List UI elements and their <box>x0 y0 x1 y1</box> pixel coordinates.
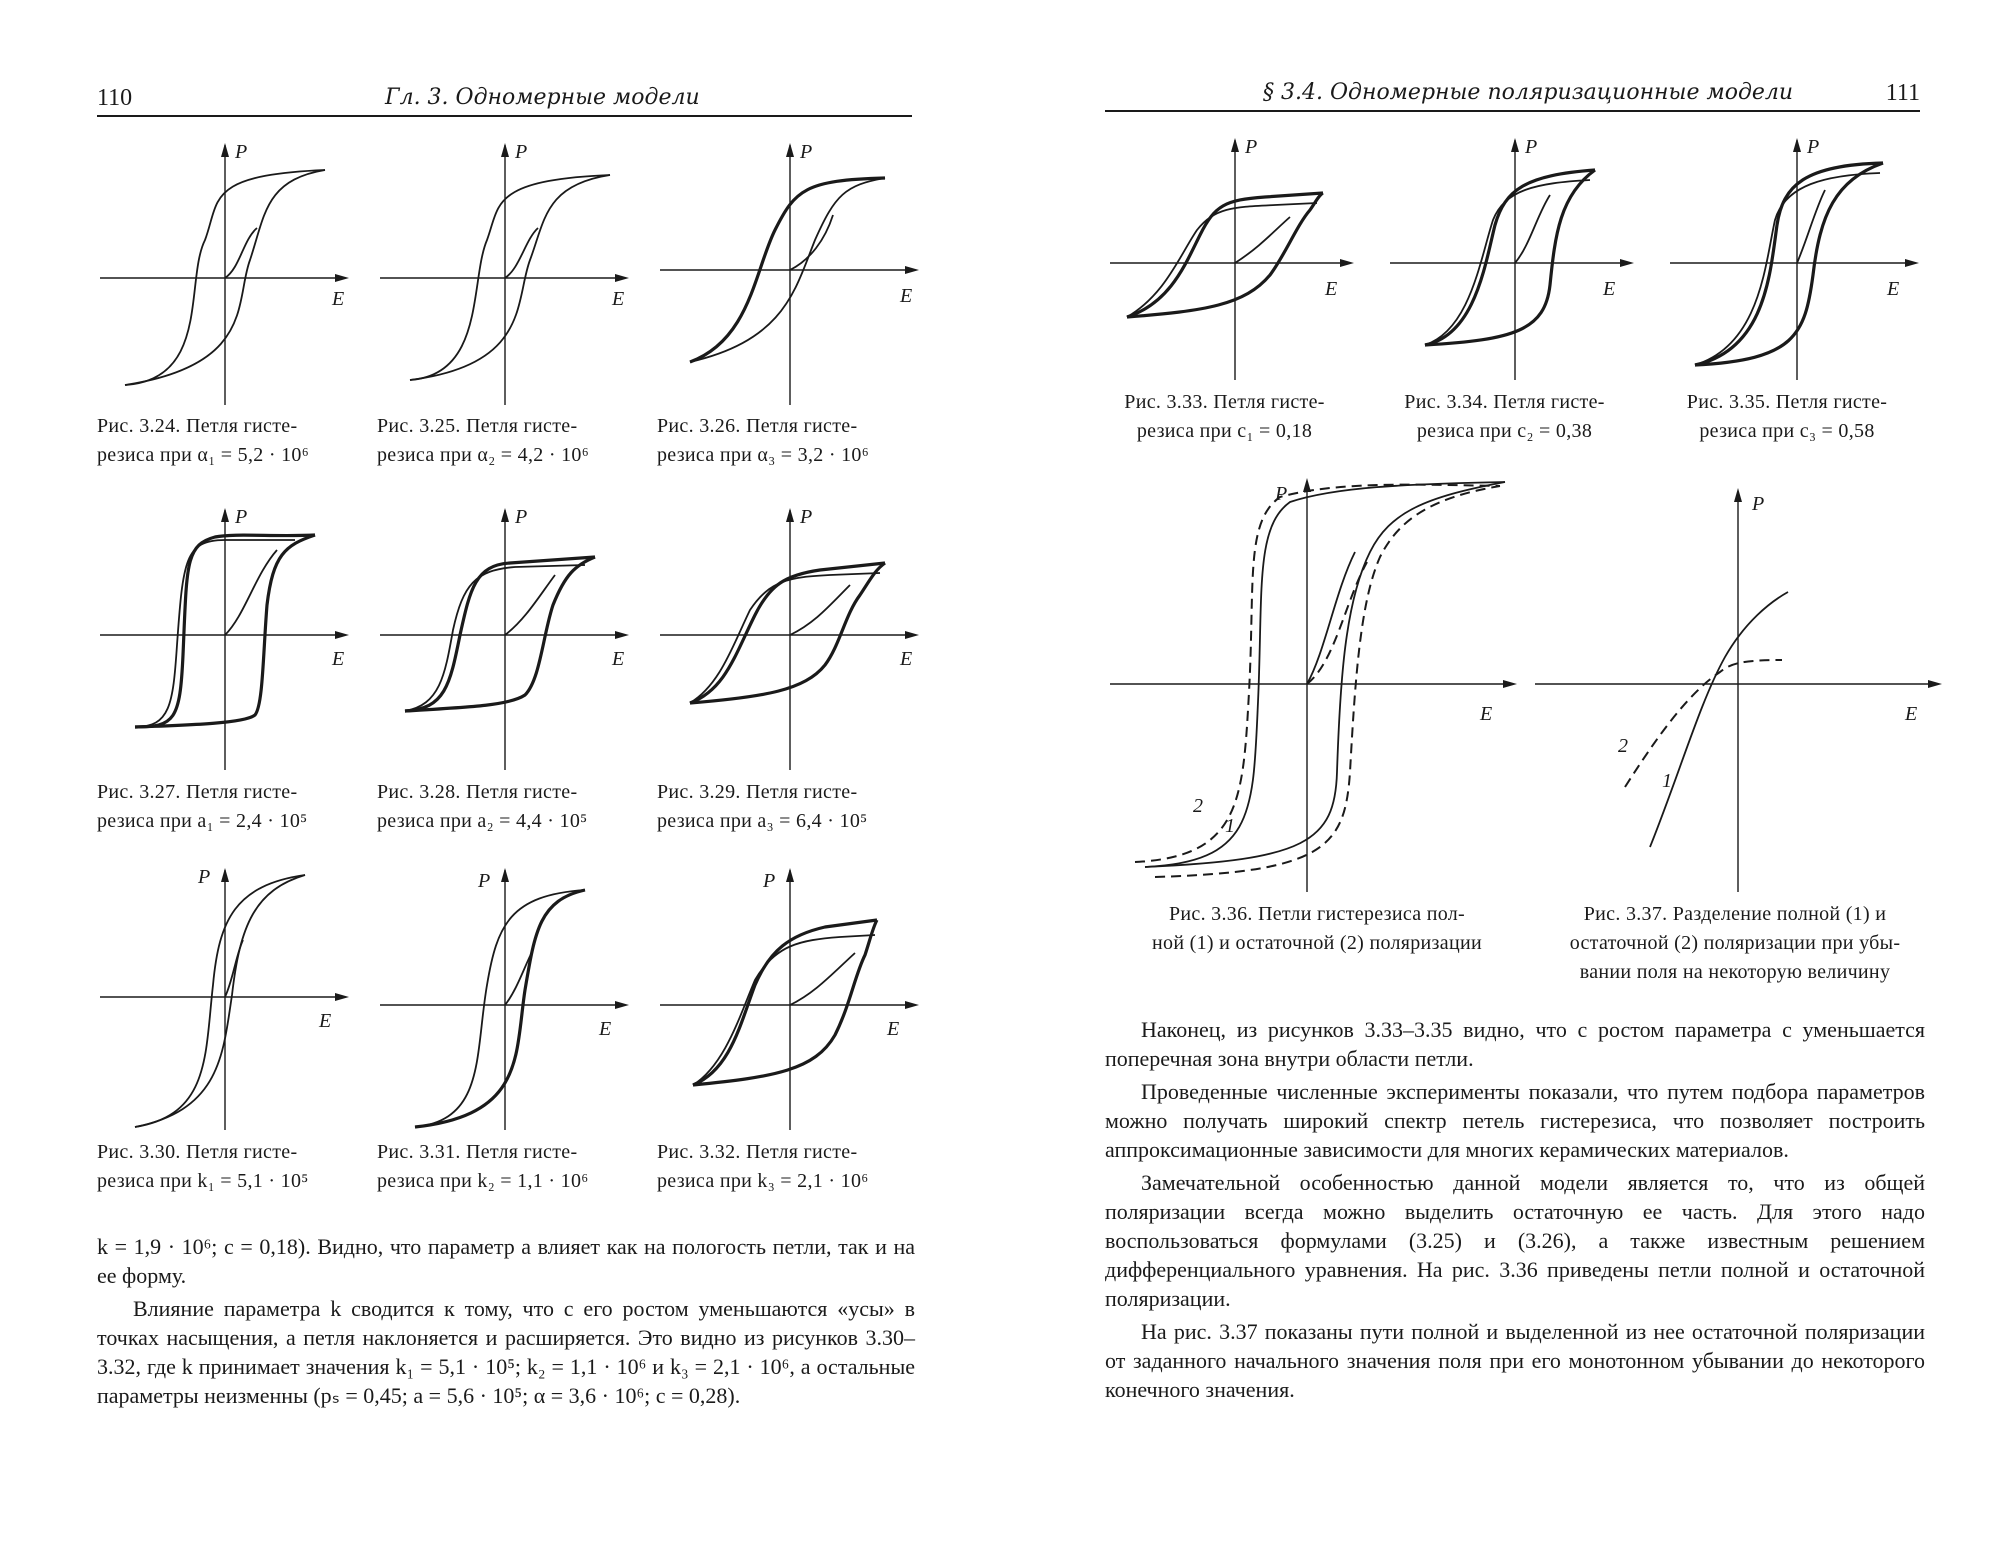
axis-label-p: P <box>1807 136 1820 158</box>
caption-line: Рис. 3.35. Петля гисте- <box>1686 391 1888 413</box>
header-rule <box>97 115 912 117</box>
caption-3-30 <box>97 1138 309 1196</box>
figure-3-33 <box>1105 135 1365 385</box>
curve-label-2: 2 <box>1193 795 1203 817</box>
caption-line: Рис. 3.33. Петля гисте- <box>1124 391 1325 413</box>
axis-label-p: P <box>763 870 776 892</box>
initial-curve <box>505 950 533 1005</box>
initial-curve <box>790 953 855 1005</box>
figure-3-37 <box>1530 472 1950 897</box>
caption-3-26 <box>657 412 869 470</box>
caption-line: Рис. 3.30. Петля гисте- <box>97 1141 298 1163</box>
figure-3-35 <box>1665 135 1930 385</box>
figure-3-36 <box>1105 472 1525 897</box>
initial-curve <box>790 585 850 635</box>
caption-3-34 <box>1387 388 1622 446</box>
axis-label-e: E <box>612 648 625 670</box>
axis-label-e: E <box>1325 278 1338 300</box>
caption-line: вании поля на некоторую величину <box>1579 961 1891 983</box>
curve-label-1: 1 <box>1225 815 1235 837</box>
hysteresis-loop <box>405 557 595 711</box>
figure-3-34 <box>1385 135 1645 385</box>
caption-line: Рис. 3.34. Петля гисте- <box>1404 391 1605 413</box>
caption-line: резиса при α₃ = 3,2 · 10⁶ <box>657 444 869 466</box>
curve-label-1: 1 <box>1662 770 1672 792</box>
axis-label-e: E <box>1603 278 1616 300</box>
caption-line: Рис. 3.37. Разделение полной (1) и <box>1583 903 1887 925</box>
section-title: § 3.4. Одномерные поляризационные модели <box>1263 80 1794 105</box>
axis-label-e: E <box>1905 703 1918 725</box>
caption-3-32 <box>657 1138 869 1196</box>
caption-3-31 <box>377 1138 589 1196</box>
caption-line: резиса при c₃ = 0,58 <box>1699 420 1875 442</box>
axis-label-p: P <box>515 141 528 163</box>
figure-3-29 <box>655 505 925 775</box>
axis-label-p: P <box>800 506 813 528</box>
axis-label-e: E <box>887 1018 900 1040</box>
figure-3-28 <box>375 505 635 775</box>
hysteresis-loop <box>1127 193 1323 317</box>
axis-label-e: E <box>1480 703 1493 725</box>
hysteresis-loop <box>405 565 585 711</box>
paragraph: На рис. 3.37 показаны пути полной и выделенной из нее остаточной поляризации от заданного начального значения поля при его монотонном убывании до некоторого конечного значения. <box>1105 1319 1925 1402</box>
figure-3-27 <box>95 505 355 775</box>
caption-line: Рис. 3.24. Петля гисте- <box>97 415 298 437</box>
caption-line: ной (1) и остаточной (2) поляризации <box>1152 932 1482 954</box>
paragraph: Замечательной особенностью данной модели является то, что из общей поляризации всегда можно выделить остаточную ее часть. Для этого надо воспользоваться формулами (3.25) и (3.26), а также известным решением дифференциального уравнения. На рис. 3.36 приведены петли полной и остаточной поляризации. <box>1105 1170 1925 1311</box>
axis-label-p: P <box>1752 493 1765 515</box>
caption-line: резиса при α₁ = 5,2 · 10⁶ <box>97 444 309 466</box>
axis-label-p: P <box>198 866 211 888</box>
caption-3-33 <box>1107 388 1342 446</box>
caption-line: Рис. 3.26. Петля гисте- <box>657 415 858 437</box>
caption-line: резиса при k₃ = 2,1 · 10⁶ <box>657 1170 869 1192</box>
caption-3-37 <box>1530 900 1940 987</box>
initial-curve <box>1515 195 1550 263</box>
running-header-right <box>1105 80 1920 112</box>
axis-label-p: P <box>478 870 491 892</box>
axis-label-p: P <box>800 141 813 163</box>
caption-line: Рис. 3.36. Петли гистерезиса пол- <box>1168 903 1466 925</box>
caption-line: остаточной (2) поляризации при убы- <box>1569 932 1901 954</box>
figure-3-32 <box>655 865 925 1135</box>
axis-label-e: E <box>900 648 913 670</box>
initial-curve <box>790 215 833 270</box>
running-header-left <box>97 85 912 117</box>
hysteresis-loop <box>415 890 585 1127</box>
right-body-text <box>1105 1015 1925 1408</box>
caption-line: резиса при c₂ = 0,38 <box>1416 420 1593 442</box>
caption-3-25 <box>377 412 589 470</box>
figure-3-30 <box>95 865 355 1135</box>
axis-label-e: E <box>319 1010 332 1032</box>
axis-label-e: E <box>332 288 345 310</box>
caption-line: резиса при a₁ = 2,4 · 10⁵ <box>97 810 308 832</box>
hysteresis-loop <box>1695 173 1880 365</box>
remanent-polarization-path <box>1625 660 1782 787</box>
paragraph: Проведенные численные эксперименты показали, что путем подбора параметров можно получать широкий спектр петель гистерезиса, что позволяет построить аппроксимационные зависимости для многих керамических материалов. <box>1105 1079 1925 1162</box>
initial-curve <box>1307 552 1355 684</box>
hysteresis-loop <box>1127 193 1323 317</box>
axis-label-p: P <box>1525 136 1538 158</box>
caption-line: резиса при a₂ = 4,4 · 10⁵ <box>377 810 588 832</box>
hysteresis-loop <box>135 875 305 1127</box>
axis-label-p: P <box>235 141 248 163</box>
page-number-left: 110 <box>97 85 133 111</box>
caption-line: Рис. 3.27. Петля гисте- <box>97 781 298 803</box>
hysteresis-loop <box>135 540 295 727</box>
caption-line: резиса при c₁ = 0,18 <box>1136 420 1313 442</box>
chapter-title: Гл. 3. Одномерные модели <box>385 85 700 110</box>
axis-label-p: P <box>515 506 528 528</box>
hysteresis-loop <box>1695 163 1883 365</box>
initial-curve <box>1797 190 1825 263</box>
axis-label-e: E <box>1887 278 1900 300</box>
caption-line: резиса при α₂ = 4,2 · 10⁶ <box>377 444 589 466</box>
caption-line: Рис. 3.28. Петля гисте- <box>377 781 578 803</box>
remanent-polarization-loop <box>1135 485 1500 862</box>
figure-3-26 <box>655 140 925 410</box>
caption-line: Рис. 3.32. Петля гисте- <box>657 1141 858 1163</box>
caption-3-27 <box>97 778 307 836</box>
axis-label-p: P <box>1275 483 1288 505</box>
page-number-right: 111 <box>1885 80 1920 106</box>
caption-3-36 <box>1107 900 1527 958</box>
left-body-text <box>97 1232 915 1414</box>
caption-3-29 <box>657 778 867 836</box>
axis-label-e: E <box>332 648 345 670</box>
header-rule <box>1105 110 1920 112</box>
caption-3-35 <box>1667 388 1907 446</box>
caption-line: Рис. 3.25. Петля гисте- <box>377 415 578 437</box>
figure-3-25 <box>375 140 635 410</box>
caption-3-24 <box>97 412 309 470</box>
axis-label-e: E <box>599 1018 612 1040</box>
figure-3-31 <box>375 865 635 1135</box>
paragraph: Влияние параметра k сводится к тому, что с его ростом уменьшаются «усы» в точках насыщения, а петля наклоняется и расширяется. Это видно из рисунков 3.30–3.32, где k принимает значения k₁ = 5,1 · 10⁵; k₂ = 1,1 · 10⁶ и k₃ = 2,1 · 10⁶, а остальные параметры неизменны (pₛ = 0,45; a = 5,6 · 10⁵; α = 3,6 · 10⁶; c = 0,28). <box>97 1296 915 1408</box>
curve-label-2: 2 <box>1618 735 1628 757</box>
axis-label-e: E <box>612 288 625 310</box>
hysteresis-loop <box>135 875 305 1127</box>
caption-line: Рис. 3.31. Петля гисте- <box>377 1141 578 1163</box>
paragraph: Наконец, из рисунков 3.33–3.35 видно, что с ростом параметра c уменьшается поперечная зона внутри области петли. <box>1105 1017 1925 1071</box>
caption-line: резиса при a₃ = 6,4 · 10⁵ <box>657 810 868 832</box>
figure-3-24 <box>95 140 355 410</box>
paragraph: k = 1,9 · 10⁶; c = 0,18). Видно, что параметр a влияет как на пологость петли, так и на ее форму. <box>97 1234 915 1288</box>
axis-label-p: P <box>235 506 248 528</box>
hysteresis-loop <box>690 563 885 703</box>
right-page <box>1000 0 2000 1547</box>
caption-line: резиса при k₁ = 5,1 · 10⁵ <box>97 1170 309 1192</box>
initial-curve <box>225 940 243 997</box>
axis-label-e: E <box>900 285 913 307</box>
caption-line: резиса при k₂ = 1,1 · 10⁶ <box>377 1170 589 1192</box>
caption-line: Рис. 3.29. Петля гисте- <box>657 781 858 803</box>
caption-3-28 <box>377 778 587 836</box>
axis-label-p: P <box>1245 136 1258 158</box>
